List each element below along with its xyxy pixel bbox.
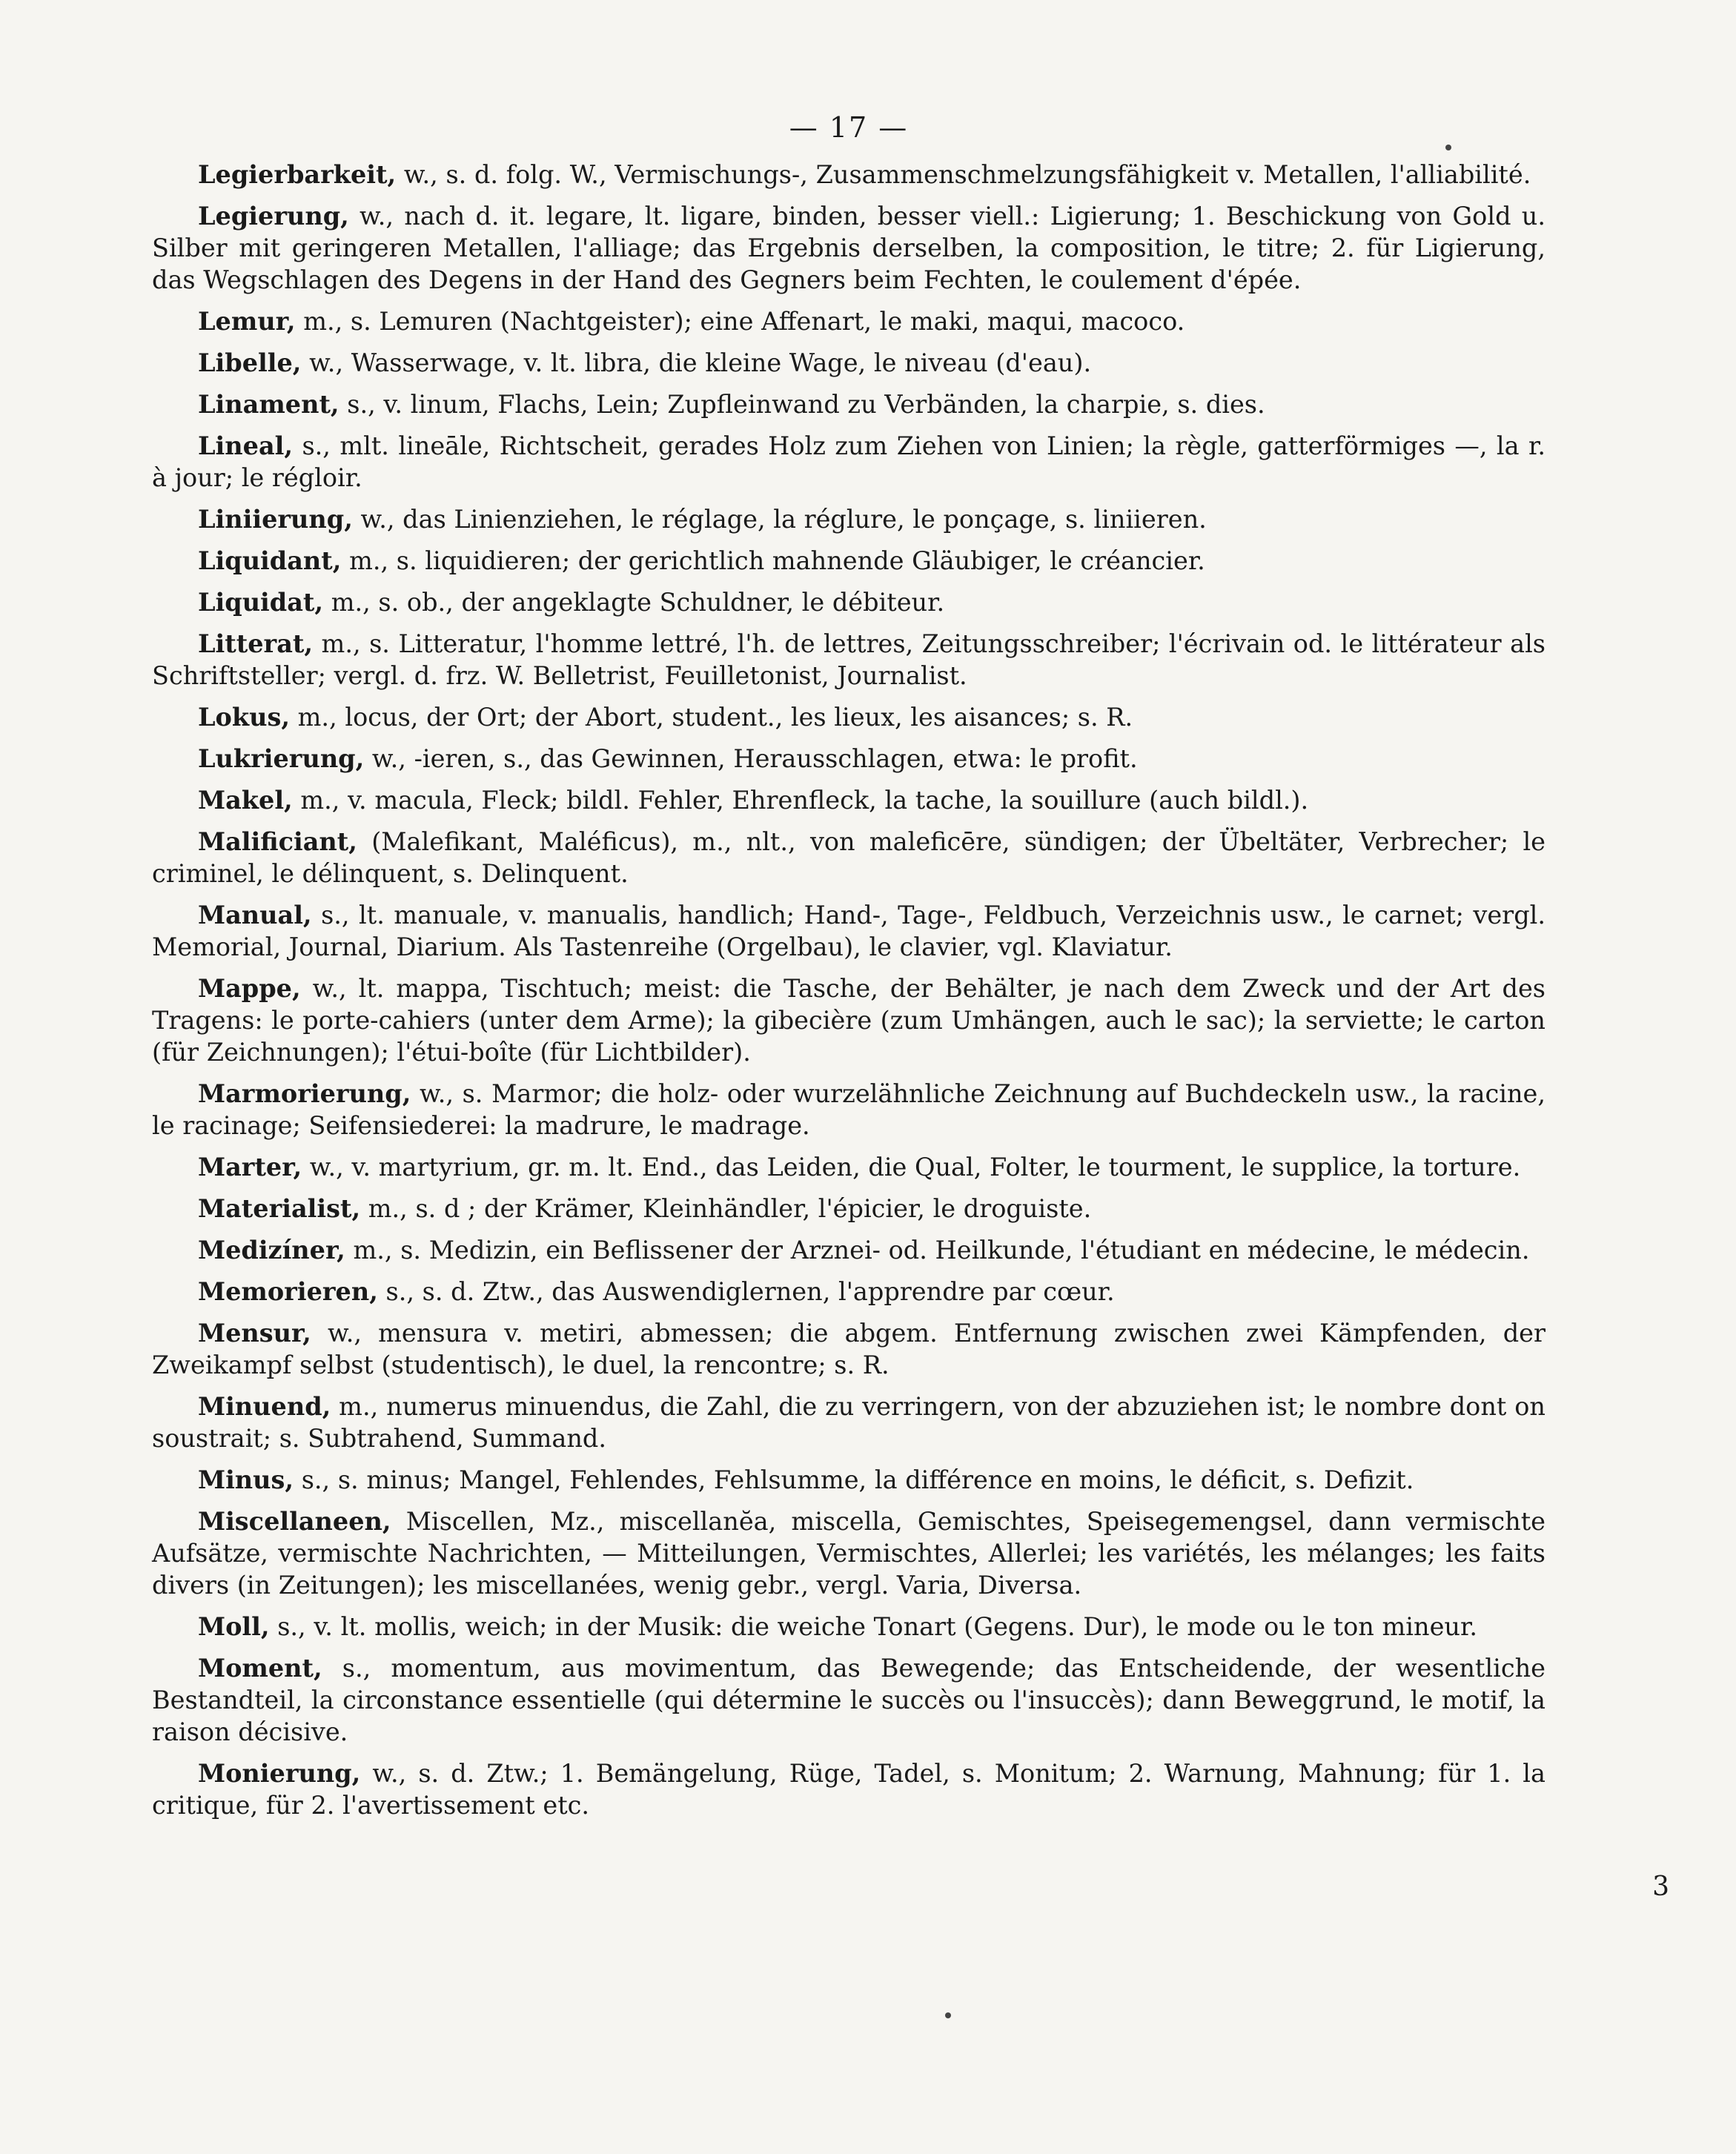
entry-definition: s., mlt. lineāle, Richtscheit, gerades Holz zum Ziehen von Linien; la règle, gatterförmiges —, la r. à jour; le régloir.	[152, 431, 1545, 492]
entry-headword: Lemur,	[198, 307, 296, 336]
dictionary-entry	[152, 200, 1545, 296]
document-page	[152, 111, 1545, 1831]
entry-definition: s., s. d. Ztw., das Auswendiglernen, l'apprendre par cœur.	[385, 1277, 1115, 1306]
entry-definition: m., s. Lemuren (Nachtgeister); eine Affenart, le maki, maqui, macoco.	[303, 307, 1185, 336]
entry-headword: Malificiant,	[198, 827, 357, 856]
entry-headword: Manual,	[198, 901, 312, 929]
entry-headword: Marter,	[198, 1153, 302, 1182]
entry-definition: s., s. minus; Mangel, Fehlendes, Fehlsumme, la différence en moins, le déficit, s. Defizit.	[301, 1465, 1414, 1494]
entry-definition: w., nach d. it. legare, lt. ligare, binden, besser viell.: Ligierung; 1. Beschickung von Gold u. Silber mit geringeren Metallen, l'alliage; das Ergebnis derselben, la composition, le titre; 2. für Ligierung, das Wegschlagen des Degens in der Hand des Gegners beim Fechten, le coulement d'épée.	[152, 202, 1545, 294]
entry-headword: Liniierung,	[198, 505, 353, 534]
entry-definition: s., v. linum, Flachs, Lein; Zupfleinwand zu Verbänden, la charpie, s. dies.	[347, 390, 1265, 419]
dictionary-entry	[152, 1611, 1545, 1643]
entry-definition: w., lt. mappa, Tischtuch; meist: die Tasche, der Behälter, je nach dem Zweck und der Art des Tragens: le porte-cahiers (unter dem Arme); la gibecière (zum Umhängen, auch le sac); la serviette; le carton (für Zeichnungen); l'étui-boîte (für Lichtbilder).	[152, 974, 1545, 1067]
entry-headword: Mappe,	[198, 974, 301, 1003]
entry-definition: m., v. macula, Fleck; bildl. Fehler, Ehrenfleck, la tache, la souillure (auch bildl.).	[300, 786, 1309, 815]
entry-definition: m., s. liquidieren; der gerichtlich mahnende Gläubiger, le créancier.	[349, 546, 1205, 575]
dictionary-entry	[152, 1652, 1545, 1748]
entry-headword: Liquidant,	[198, 546, 342, 575]
dictionary-entry	[152, 586, 1545, 618]
dictionary-entry	[152, 305, 1545, 337]
entry-headword: Litterat,	[198, 629, 314, 658]
dictionary-entry	[152, 347, 1545, 379]
entry-definition: w., s. d. Ztw.; 1. Bemängelung, Rüge, Tadel, s. Monitum; 2. Warnung, Mahnung; für 1. la critique, für 2. l'avertissement etc.	[152, 1759, 1545, 1820]
dictionary-entry	[152, 1193, 1545, 1225]
entry-headword: Minus,	[198, 1465, 294, 1494]
entry-definition: s., momentum, aus movimentum, das Bewegende; das Entscheidende, der wesentliche Bestandteil, la circonstance essentielle (qui détermine le succès ou l'insuccès); dann Beweggrund, le motif, la raison décisive.	[152, 1654, 1545, 1746]
entry-definition: (Malefikant, Maléficus), m., nlt., von maleficēre, sündigen; der Übeltäter, Verbrecher; le criminel, le délinquent, s. Delinquent.	[152, 827, 1545, 888]
dictionary-entry	[152, 1234, 1545, 1266]
page-number: — 17 —	[789, 111, 909, 144]
entry-headword: Lukrierung,	[198, 744, 365, 773]
dictionary-entry	[152, 1757, 1545, 1821]
entry-headword: Marmorierung,	[198, 1079, 411, 1108]
print-speck	[1445, 145, 1451, 150]
entry-definition: w., Wasserwage, v. lt. libra, die kleine Wage, le niveau (d'eau).	[309, 348, 1092, 377]
dictionary-entries	[152, 159, 1545, 1821]
dictionary-entry	[152, 388, 1545, 420]
entry-headword: Monierung,	[198, 1759, 361, 1788]
entry-definition: m., numerus minuendus, die Zahl, die zu verringern, von der abzuziehen ist; le nombre dont on soustrait; s. Subtrahend, Summand.	[152, 1392, 1545, 1453]
dictionary-entry	[152, 1078, 1545, 1141]
print-speck	[945, 2012, 951, 2018]
entry-definition: w., s. Marmor; die holz- oder wurzelähnliche Zeichnung auf Buchdeckeln usw., la racine, le racinage; Seifensiederei: la madrure, le madrage.	[152, 1079, 1545, 1140]
dictionary-entry	[152, 545, 1545, 577]
entry-definition: m., s. ob., der angeklagte Schuldner, le débiteur.	[331, 588, 945, 617]
dictionary-entry	[152, 972, 1545, 1068]
entry-definition: w., v. martyrium, gr. m. lt. End., das Leiden, die Qual, Folter, le tourment, le supplice, la torture.	[309, 1153, 1521, 1182]
entry-headword: Lokus,	[198, 703, 290, 732]
entry-headword: Legierbarkeit,	[198, 160, 397, 189]
entry-definition: w., mensura v. metiri, abmessen; die abgem. Entfernung zwischen zwei Kämpfenden, der Zweikampf selbst (studentisch), le duel, la rencontre; s. R.	[152, 1319, 1545, 1379]
dictionary-entry	[152, 628, 1545, 692]
entry-definition: w., das Linienziehen, le réglage, la réglure, le ponçage, s. liniieren.	[360, 505, 1207, 534]
entry-headword: Libelle,	[198, 348, 302, 377]
entry-definition: m., locus, der Ort; der Abort, student., les lieux, les aisances; s. R.	[297, 703, 1133, 732]
entry-headword: Minuend,	[198, 1392, 331, 1421]
entry-headword: Legierung,	[198, 202, 349, 231]
entry-headword: Materialist,	[198, 1194, 361, 1223]
entry-definition: m., s. Medizin, ein Beflissener der Arznei- od. Heilkunde, l'étudiant en médecine, le médecin.	[353, 1236, 1530, 1265]
entry-definition: m., s. d ; der Krämer, Kleinhändler, l'épicier, le droguiste.	[368, 1194, 1092, 1223]
entry-definition: s., v. lt. mollis, weich; in der Musik: die weiche Tonart (Gegens. Dur), le mode ou le ton mineur.	[277, 1612, 1477, 1641]
dictionary-entry	[152, 784, 1545, 816]
entry-headword: Lineal,	[198, 431, 294, 460]
dictionary-entry	[152, 159, 1545, 190]
entry-headword: Makel,	[198, 786, 293, 815]
dictionary-entry	[152, 1464, 1545, 1496]
entry-definition: w., -ieren, s., das Gewinnen, Herausschlagen, etwa: le profit.	[371, 744, 1138, 773]
signature-mark: 3	[1652, 1872, 1669, 1902]
dictionary-entry	[152, 743, 1545, 775]
entry-headword: Medizíner,	[198, 1236, 345, 1265]
dictionary-entry	[152, 1151, 1545, 1183]
dictionary-entry	[152, 1317, 1545, 1381]
dictionary-entry	[152, 1276, 1545, 1308]
entry-headword: Miscellaneen,	[198, 1507, 391, 1536]
entry-headword: Moment,	[198, 1654, 322, 1683]
entry-headword: Mensur,	[198, 1319, 311, 1348]
entry-definition: s., lt. manuale, v. manualis, handlich; Hand-, Tage-, Feldbuch, Verzeichnis usw., le carnet; vergl. Memorial, Journal, Diarium. Als Tastenreihe (Orgelbau), le clavier, vgl. Klaviatur.	[152, 901, 1545, 961]
entry-headword: Liquidat,	[198, 588, 324, 617]
entry-headword: Memorieren,	[198, 1277, 378, 1306]
dictionary-entry	[152, 899, 1545, 963]
dictionary-entry	[152, 1505, 1545, 1601]
entry-definition: m., s. Litteratur, l'homme lettré, l'h. de lettres, Zeitungsschreiber; l'écrivain od. le littérateur als Schriftsteller; vergl. d. frz. W. Belletrist, Feuilletonist, Journalist.	[152, 629, 1545, 690]
entry-headword: Moll,	[198, 1612, 270, 1641]
dictionary-entry	[152, 1391, 1545, 1454]
entry-definition: Miscellen, Mz., miscellanĕa, miscella, Gemischtes, Speisegemengsel, dann vermischte Aufsätze, vermischte Nachrichten, — Mitteilungen, Vermischtes, Allerlei; les variétés, les mélanges; les faits divers (in Zeitungen); les miscellanées, wenig gebr., vergl. Varia, Diversa.	[152, 1507, 1545, 1600]
dictionary-entry	[152, 701, 1545, 733]
entry-headword: Linament,	[198, 390, 339, 419]
dictionary-entry	[152, 503, 1545, 535]
dictionary-entry	[152, 430, 1545, 494]
entry-definition: w., s. d. folg. W., Vermischungs-, Zusammenschmelzungsfähigkeit v. Metallen, l'alliabilité.	[403, 160, 1531, 189]
dictionary-entry	[152, 826, 1545, 889]
